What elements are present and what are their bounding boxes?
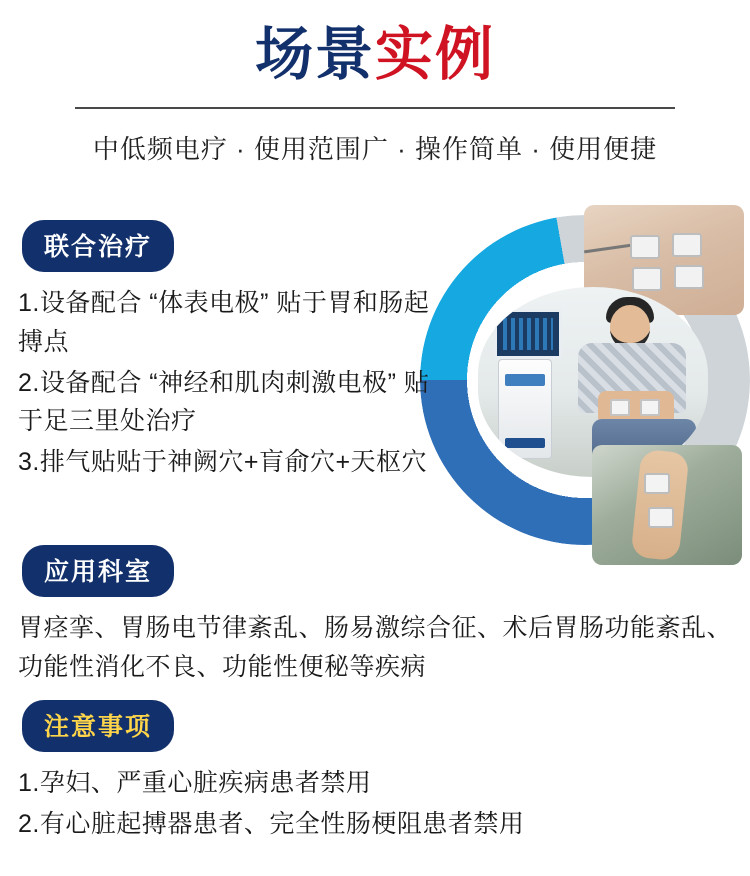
- device-base: [505, 438, 545, 448]
- section-body-treatment: [18, 284, 448, 482]
- text-line: 2.设备配合 “神经和肌肉刺激电极” 贴于足三里处治疗: [18, 368, 430, 436]
- electrode-pad: [644, 473, 670, 494]
- text-line: 3.排气贴贴于神阙穴+肓俞穴+天枢穴: [18, 448, 428, 476]
- device-panel: [505, 374, 545, 386]
- monitor-screen: [494, 309, 562, 359]
- section-tag-treatment: 联合治疗: [22, 220, 174, 272]
- text-line: 2.有心脏起搏器患者、完全性肠梗阻患者禁用: [18, 809, 525, 838]
- electrode-pad: [632, 267, 662, 291]
- page-title-part2: 实例: [375, 22, 496, 87]
- electrode-pad: [648, 507, 674, 528]
- electrode-pad: [610, 399, 630, 416]
- section-tag-notice: 注意事项: [22, 700, 174, 752]
- electrode-pad: [672, 233, 702, 257]
- text-line: 1.设备配合 “体表电极” 贴于胃和肠起搏点: [18, 289, 430, 356]
- electrode-pad: [630, 235, 660, 259]
- section-notice: [0, 700, 750, 846]
- text-line: 胃痉挛、胃肠电节律紊乱、肠易激综合征、术后胃肠功能紊乱、功能性消化不良、功能性便秘等疾病: [18, 614, 733, 681]
- page-subtitle: 中低频电疗 · 使用范围广 · 操作简单 · 使用便捷: [92, 133, 658, 164]
- section-tag-department: 应用科室: [22, 545, 174, 597]
- section-body-department: [18, 609, 734, 687]
- text-line: 1.孕妇、严重心脏疾病患者禁用: [18, 769, 372, 797]
- title-divider: [75, 107, 675, 109]
- electrode-pad: [640, 399, 660, 416]
- page-title-part1: 场景: [254, 22, 375, 87]
- electrode-wire: [584, 244, 632, 254]
- therapy-device: [498, 359, 552, 459]
- page-header: [0, 0, 750, 166]
- section-body-notice: [18, 764, 734, 844]
- page-title: [0, 22, 750, 89]
- electrode-pad: [674, 265, 704, 289]
- section-treatment: [0, 220, 470, 484]
- section-department: [0, 545, 750, 689]
